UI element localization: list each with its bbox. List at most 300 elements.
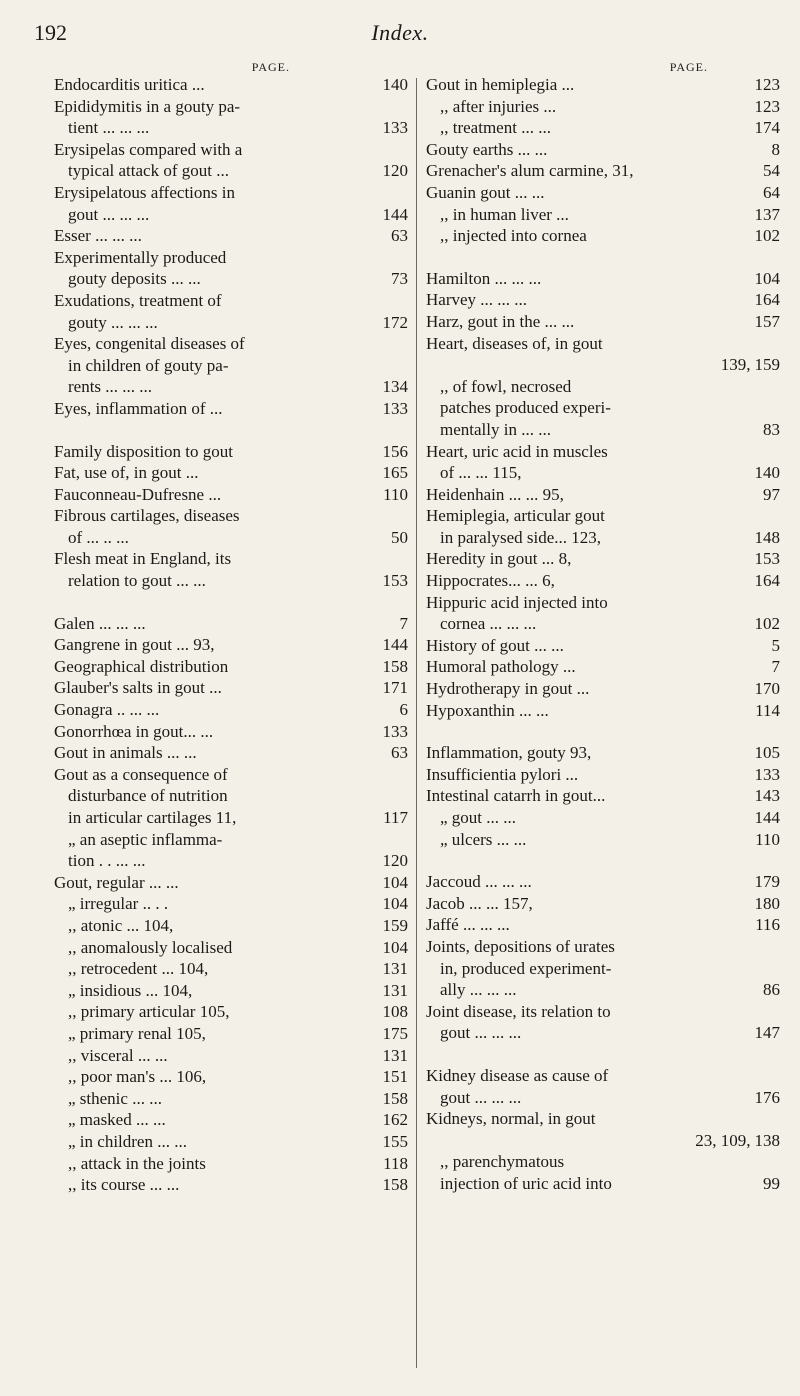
- index-entry-line: [426, 289, 780, 311]
- index-entry-line: [426, 807, 780, 829]
- entry-page-ref: 175: [382, 1023, 408, 1043]
- entry-page-ref: 8: [771, 139, 780, 159]
- entry-page-ref: 63: [391, 226, 408, 246]
- entry-text: Fat, use of, in gout ...: [54, 463, 199, 483]
- entry-page-ref: 7: [771, 657, 780, 677]
- index-entry-line: [54, 462, 408, 484]
- index-entry-line: [54, 980, 408, 1002]
- entry-page-ref: 151: [382, 1067, 408, 1087]
- entry-page-ref: 137: [754, 204, 780, 224]
- index-entry: [426, 656, 780, 678]
- index-column-right: [426, 60, 780, 1195]
- page-column-label: PAGE.: [669, 60, 708, 74]
- entry-text: „ primary renal 105,: [68, 1023, 206, 1043]
- entry-page-ref: [404, 139, 408, 161]
- entry-page-ref: 171: [382, 678, 408, 698]
- index-entry-line: [54, 117, 408, 139]
- index-entry-line: [54, 634, 408, 656]
- entry-text: ,, after injuries ...: [440, 96, 557, 116]
- index-entry-line: [54, 1109, 408, 1131]
- index-entry-line: [426, 419, 780, 441]
- entry-text: of ... .. ...: [68, 527, 129, 547]
- entry-page-ref: [776, 505, 780, 527]
- index-entry-line: [54, 96, 408, 118]
- index-entry: [54, 548, 408, 591]
- index-entry-line: [426, 700, 780, 722]
- entry-page-ref: 131: [382, 959, 408, 979]
- index-entry-line: [426, 139, 780, 161]
- entry-page-ref: 63: [391, 743, 408, 763]
- entry-page-ref: 138: [754, 1130, 780, 1150]
- entry-page-ref: 116: [755, 915, 780, 935]
- entry-page-ref: [776, 1108, 780, 1130]
- entry-text: Gonagra .. ... ...: [54, 700, 160, 720]
- index-entry-line: [54, 872, 408, 894]
- entry-text: „ sthenic ... ...: [68, 1088, 162, 1108]
- entry-text: Eyes, congenital diseases of: [54, 334, 245, 354]
- index-entry-line: [426, 225, 780, 247]
- entry-text: Gangrene in gout ... 93,: [54, 635, 215, 655]
- index-entry: [54, 462, 408, 484]
- index-entry-line: [54, 182, 408, 204]
- entry-text: Heart, diseases of, in gout: [426, 333, 603, 353]
- index-entry: [54, 937, 408, 959]
- index-entry-line: [426, 570, 780, 592]
- index-entry: [54, 699, 408, 721]
- index-entry: [426, 182, 780, 204]
- entry-page-ref: 117: [383, 808, 408, 827]
- entry-page-ref: 153: [382, 571, 408, 591]
- index-entry: [426, 936, 780, 1001]
- index-entry: [426, 204, 780, 226]
- index-entry-line: [426, 160, 780, 182]
- index-entry-line: [426, 635, 780, 657]
- index-entry-line: [426, 656, 780, 678]
- entry-page-ref: 153: [754, 549, 780, 569]
- entry-page-ref: [404, 333, 408, 355]
- entry-page-ref: [776, 1065, 780, 1087]
- index-entry-line: [54, 570, 408, 592]
- index-entry: [426, 678, 780, 700]
- index-entry: [54, 74, 408, 96]
- entry-text: Guanin gout ... ...: [426, 182, 545, 202]
- entry-page-ref: 118: [383, 1153, 408, 1173]
- index-entry-line: [426, 527, 780, 549]
- page-number: 192: [34, 20, 67, 45]
- index-entry: [54, 677, 408, 699]
- entry-text: „ in children ... ...: [68, 1131, 187, 1151]
- index-entry: [54, 829, 408, 872]
- index-entry-line: [426, 979, 780, 1001]
- index-entry-line: [54, 160, 408, 182]
- entry-page-ref: 97: [763, 484, 780, 504]
- index-entry-line: [54, 441, 408, 463]
- entry-text: Erysipelatous affections in: [54, 182, 235, 202]
- index-entry: [426, 592, 780, 635]
- index-entry-line: [54, 505, 408, 527]
- index-entry: [426, 829, 780, 851]
- index-entry: [54, 1045, 408, 1067]
- entry-text: „ insidious ... 104,: [68, 980, 193, 1000]
- index-entry: [426, 1001, 780, 1044]
- entry-page-ref: [404, 829, 408, 851]
- entry-page-ref: 176: [754, 1087, 780, 1107]
- entry-page-ref: 104: [382, 872, 408, 892]
- index-entry: [426, 785, 780, 807]
- entry-text: Gout in animals ... ...: [54, 743, 197, 763]
- index-entry: [54, 484, 408, 506]
- entry-page-ref: 144: [754, 808, 780, 827]
- index-entry-line: [54, 1066, 408, 1088]
- entry-page-ref: [404, 355, 408, 377]
- index-entry: [54, 247, 408, 290]
- index-entry: [54, 505, 408, 548]
- index-entry: [426, 1065, 780, 1108]
- entry-text: 139,: [720, 355, 751, 375]
- entry-text: Heredity in gout ... 8,: [426, 549, 572, 569]
- index-entry-line: [426, 742, 780, 764]
- entry-text: Harvey ... ... ...: [426, 290, 528, 310]
- entry-page-ref: 104: [382, 894, 408, 914]
- entry-page-ref: 156: [382, 441, 408, 461]
- entry-text: Fibrous cartilages, diseases: [54, 506, 240, 526]
- entry-page-ref: 99: [763, 1173, 780, 1193]
- entry-page-ref: [404, 785, 408, 807]
- index-entry-line: [426, 96, 780, 118]
- entry-page-ref: 147: [754, 1023, 780, 1043]
- index-entry-line: [426, 871, 780, 893]
- entry-text: in paralysed side... 123,: [440, 527, 601, 547]
- entry-page-ref: 157: [754, 311, 780, 331]
- entry-page-ref: 104: [382, 937, 408, 957]
- entry-text: ,, retrocedent ... 104,: [68, 959, 209, 979]
- entry-page-ref: 144: [382, 635, 408, 655]
- entry-text: cornea ... ... ...: [440, 614, 537, 634]
- entry-page-ref: 131: [382, 1045, 408, 1065]
- index-entry-line: [54, 312, 408, 334]
- index-entry-line: [54, 355, 408, 377]
- index-entry: [54, 182, 408, 225]
- index-entry-line: [54, 677, 408, 699]
- index-entry-line: [54, 807, 408, 829]
- entry-text: Experimentally produced: [54, 247, 227, 267]
- index-entry-line: [54, 74, 408, 96]
- index-entry: [426, 74, 780, 96]
- index-entry-line: [426, 376, 780, 398]
- index-entry: [426, 570, 780, 592]
- entry-text: „ masked ... ...: [68, 1110, 166, 1130]
- index-entry: [426, 96, 780, 118]
- entry-text: ,, anomalously localised: [68, 937, 233, 957]
- entry-text: tient ... ... ...: [68, 118, 150, 138]
- index-entry-line: [54, 785, 408, 807]
- index-entry-line: [426, 936, 780, 958]
- index-entry: [426, 160, 780, 182]
- index-entry-line: [54, 225, 408, 247]
- entry-page-ref: 140: [382, 75, 408, 94]
- entry-text: ,, in human liver ...: [440, 204, 569, 224]
- index-entry-line: [426, 333, 780, 355]
- entry-page-ref: 158: [382, 656, 408, 676]
- index-entry: [426, 268, 780, 290]
- entry-text: ,, poor man's ... 106,: [68, 1067, 207, 1087]
- index-entry-line: [54, 527, 408, 549]
- entry-page-ref: 155: [382, 1131, 408, 1151]
- index-entry: [54, 1023, 408, 1045]
- index-entry-line: [54, 958, 408, 980]
- index-entry: [54, 980, 408, 1002]
- index-entry: [426, 764, 780, 786]
- entry-text: Gout in hemiplegia ...: [426, 75, 575, 94]
- index-entry-line: [426, 914, 780, 936]
- index-entry-line: [426, 74, 780, 96]
- entry-page-ref: [404, 290, 408, 312]
- entry-page-ref: 170: [754, 679, 780, 699]
- index-entry-line: [426, 311, 780, 333]
- entry-page-ref: 180: [754, 893, 780, 913]
- index-entry-line: [426, 764, 780, 786]
- index-entry-line: [426, 958, 780, 980]
- entry-text: gouty deposits ... ...: [68, 269, 201, 289]
- index-entry: [426, 441, 780, 484]
- entry-text: Grenacher's alum carmine, 31,: [426, 161, 634, 181]
- index-entry-line: [54, 1153, 408, 1175]
- index-entry-line: [54, 829, 408, 851]
- index-entry: [426, 548, 780, 570]
- entry-page-ref: 172: [382, 312, 408, 332]
- entry-text: „ ulcers ... ...: [440, 829, 527, 849]
- entry-text: Joint disease, its relation to: [426, 1001, 611, 1021]
- index-entry-line: [54, 1088, 408, 1110]
- entry-text: Jaccoud ... ... ...: [426, 872, 532, 892]
- index-entry: [54, 290, 408, 333]
- entry-text: Gout, regular ... ...: [54, 872, 179, 892]
- entry-text: ,, atonic ... 104,: [68, 915, 174, 935]
- entry-text: ally ... ... ...: [440, 980, 517, 1000]
- entry-text: of ... ... 115,: [440, 463, 522, 483]
- entry-text: tion . . ... ...: [68, 851, 146, 871]
- entry-text: gout ... ... ...: [440, 1087, 522, 1107]
- entry-text: Humoral pathology ...: [426, 657, 576, 677]
- index-entry-line: [426, 1151, 780, 1173]
- index-entry-line: [426, 1108, 780, 1130]
- index-entry-line: [54, 699, 408, 721]
- entry-text: „ an aseptic inflamma-: [68, 829, 223, 849]
- entry-text: Heidenhain ... ... 95,: [426, 484, 564, 504]
- entry-page-ref: 144: [382, 204, 408, 224]
- index-entry-line: [426, 785, 780, 807]
- entry-text: rents ... ... ...: [68, 377, 153, 397]
- entry-text: Endocarditis uritica ...: [54, 75, 205, 94]
- page-column-label: PAGE.: [251, 60, 290, 74]
- entry-page-ref: [404, 247, 408, 269]
- index-entry-line: [54, 656, 408, 678]
- index-entry-line: [54, 1045, 408, 1067]
- index-entry: [426, 914, 780, 936]
- entry-text: Erysipelas compared with a: [54, 139, 243, 159]
- index-entry: [426, 893, 780, 915]
- index-entry-line: [54, 398, 408, 420]
- index-entry-line: [426, 829, 780, 851]
- index-entry-line: [54, 613, 408, 635]
- entry-page-ref: 108: [382, 1002, 408, 1022]
- entry-text: Jaffé ... ... ...: [426, 915, 510, 935]
- entry-text: ,, of fowl, necrosed: [440, 376, 572, 396]
- entry-page-ref: 179: [754, 872, 780, 892]
- entry-text: Harz, gout in the ... ...: [426, 311, 575, 331]
- entry-text: Heart, uric acid in muscles: [426, 441, 608, 461]
- index-entry: [54, 915, 408, 937]
- entry-page-ref: 158: [382, 1088, 408, 1108]
- index-entry: [426, 117, 780, 139]
- entry-text: Kidneys, normal, in gout: [426, 1109, 596, 1129]
- page-header: [26, 20, 774, 50]
- entry-text: Hippocrates... ... 6,: [426, 571, 555, 591]
- entry-text: Flesh meat in England, its: [54, 549, 232, 569]
- index-entry-line: [54, 915, 408, 937]
- entry-text: ,, visceral ... ...: [68, 1045, 168, 1065]
- entry-page-ref: 133: [382, 721, 408, 741]
- letter-section-gap: [426, 721, 780, 742]
- entry-text: Gonorrhœa in gout... ...: [54, 721, 214, 741]
- entry-text: Hemiplegia, articular gout: [426, 506, 605, 526]
- index-entry-line: [426, 613, 780, 635]
- entry-page-ref: 102: [754, 226, 780, 246]
- index-entry-line: [54, 742, 408, 764]
- entry-page-ref: [776, 936, 780, 958]
- entry-page-ref: 104: [754, 268, 780, 288]
- entry-page-ref: 164: [754, 571, 780, 591]
- entry-page-ref: [776, 592, 780, 614]
- entry-text: Epididymitis in a gouty pa-: [54, 96, 241, 116]
- index-entry-line: [54, 721, 408, 743]
- index-entry: [54, 764, 408, 829]
- index-entry-line: [54, 376, 408, 398]
- entry-page-ref: 140: [754, 463, 780, 483]
- entry-page-ref: 123: [754, 96, 780, 116]
- index-entry: [426, 1151, 780, 1194]
- entry-text: ,, attack in the joints: [68, 1153, 206, 1173]
- entry-text: Intestinal catarrh in gout...: [426, 786, 606, 806]
- entry-text: ,, primary articular 105,: [68, 1002, 230, 1022]
- index-entry-line: [54, 290, 408, 312]
- index-entry: [54, 872, 408, 894]
- index-entry-line: [54, 1023, 408, 1045]
- entry-text: in articular cartilages 11,: [68, 808, 237, 827]
- entry-text: typical attack of gout ...: [68, 161, 229, 181]
- index-entry-line: [54, 893, 408, 915]
- entry-text: History of gout ... ...: [426, 635, 564, 655]
- index-entry-line: [54, 247, 408, 269]
- index-entry-line: [426, 182, 780, 204]
- entry-text: in children of gouty pa-: [68, 355, 229, 375]
- index-entry: [54, 96, 408, 139]
- index-entry-line: [426, 548, 780, 570]
- entry-text: disturbance of nutrition: [68, 786, 228, 806]
- index-entry-line: [54, 548, 408, 570]
- entry-page-ref: [776, 1151, 780, 1173]
- entry-page-ref: 105: [754, 743, 780, 763]
- entry-text: injection of uric acid into: [440, 1173, 612, 1193]
- index-entry: [426, 807, 780, 829]
- entry-text: Glauber's salts in gout ...: [54, 678, 222, 698]
- index-entry-line: [426, 592, 780, 614]
- entry-text: ,, its course ... ...: [68, 1175, 180, 1195]
- index-entry-line: [426, 1173, 780, 1195]
- index-entry-line: [426, 678, 780, 700]
- entry-page-ref: [776, 376, 780, 398]
- entry-text: Hamilton ... ... ...: [426, 268, 542, 288]
- entry-page-ref: 164: [754, 290, 780, 310]
- entry-page-ref: [404, 548, 408, 570]
- index-entry: [426, 635, 780, 657]
- index-entry: [426, 1108, 780, 1151]
- entry-text: Hydrotherapy in gout ...: [426, 679, 590, 699]
- index-entry: [54, 398, 408, 420]
- letter-section-gap: [426, 850, 780, 871]
- column-divider: [416, 78, 417, 1368]
- index-entry: [54, 893, 408, 915]
- letter-section-gap: [426, 247, 780, 268]
- index-entry-line: [426, 893, 780, 915]
- index-entry-line: [426, 204, 780, 226]
- entry-page-ref: 54: [763, 161, 780, 181]
- entry-page-ref: 5: [771, 635, 780, 655]
- entry-text: ,, parenchymatous: [440, 1152, 565, 1172]
- entry-page-ref: [776, 397, 780, 419]
- index-entry: [426, 700, 780, 722]
- index-entry: [54, 1174, 408, 1196]
- index-entry: [426, 225, 780, 247]
- index-entry: [54, 1001, 408, 1023]
- index-entry-line: [426, 462, 780, 484]
- entry-text: 23, 109,: [695, 1130, 751, 1150]
- index-entry-line: [54, 1131, 408, 1153]
- letter-section-gap: [54, 592, 408, 613]
- index-entry-line: [54, 850, 408, 872]
- index-entry: [426, 742, 780, 764]
- entry-page-ref: [776, 1001, 780, 1023]
- entry-page-ref: 133: [382, 398, 408, 418]
- entry-page-ref: 162: [382, 1110, 408, 1130]
- index-entry: [426, 333, 780, 376]
- index-entry: [54, 1131, 408, 1153]
- entry-text: Eyes, inflammation of ...: [54, 398, 223, 418]
- index-entry-line: [426, 117, 780, 139]
- entry-text: Exudations, treatment of: [54, 290, 222, 310]
- index-entry-line: [426, 441, 780, 463]
- index-entry-line: [54, 937, 408, 959]
- entry-text: Fauconneau-Dufresne ...: [54, 484, 222, 504]
- entry-page-ref: 143: [754, 786, 780, 806]
- entry-text: „ gout ... ...: [440, 808, 517, 827]
- entry-text: Gout as a consequence of: [54, 764, 228, 784]
- index-entry-line: [54, 1001, 408, 1023]
- entry-page-ref: [776, 958, 780, 980]
- entry-page-ref: 120: [382, 851, 408, 871]
- index-entry-line: [426, 1130, 780, 1152]
- letter-section-gap: [54, 420, 408, 441]
- index-entry: [54, 1066, 408, 1088]
- entry-page-ref: 86: [763, 980, 780, 1000]
- index-entry: [426, 376, 780, 441]
- entry-page-ref: [404, 764, 408, 786]
- entry-page-ref: 165: [382, 463, 408, 483]
- index-entry-line: [54, 204, 408, 226]
- entry-page-ref: 133: [754, 764, 780, 784]
- entry-text: Kidney disease as cause of: [426, 1065, 609, 1085]
- letter-section-gap: [426, 1044, 780, 1065]
